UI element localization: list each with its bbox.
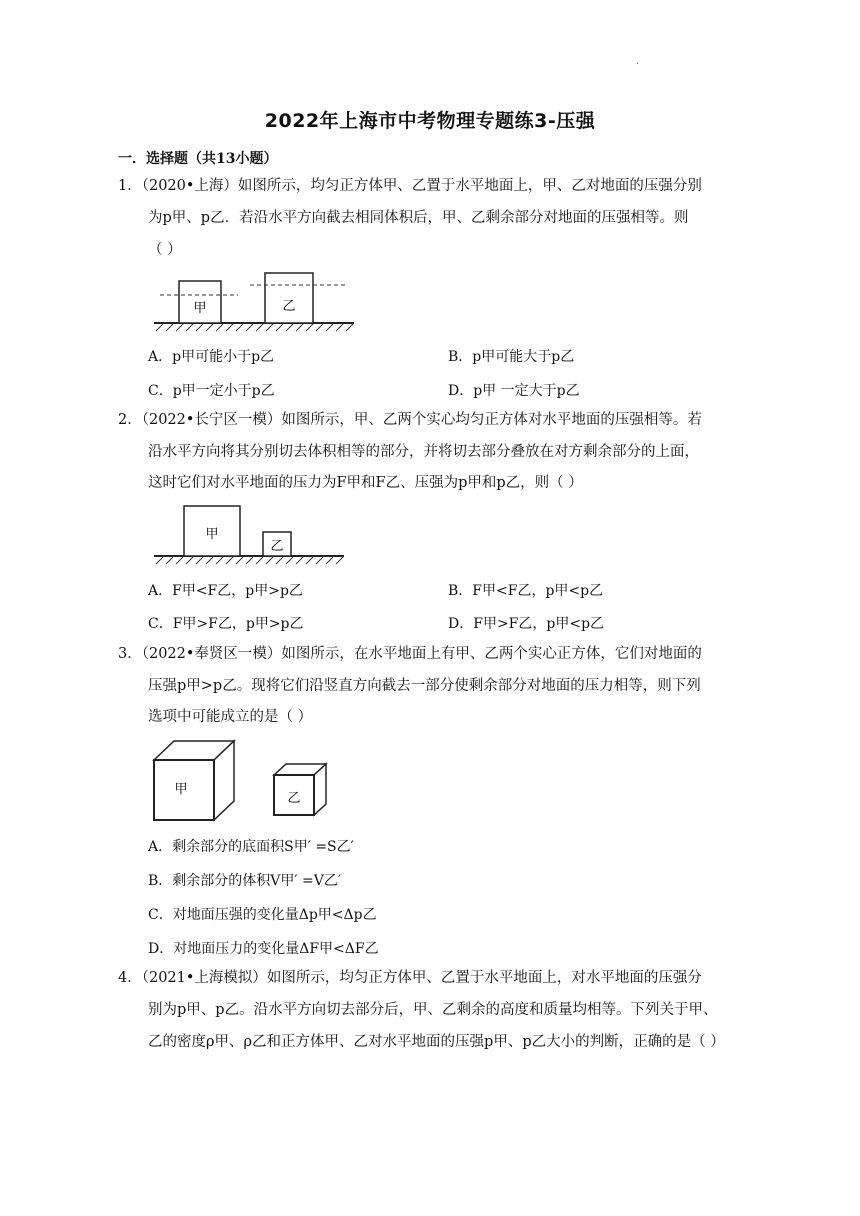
page-title: 2022年上海市中考物理专题练3-压强 (264, 110, 596, 132)
q1-line-2: 为p甲、p乙．若沿水平方向截去相同体积后，甲、乙剩余部分对地面的压强相等。则 (148, 210, 689, 226)
q4-line-1: 4．（2021•上海模拟）如图所示，均匀正方体甲、乙置于水平地面上，对水平地面的压强分 (118, 970, 702, 986)
q1-option-a[interactable]: A．p甲可能小于p乙 (148, 349, 275, 365)
q2-label-b: 乙 (270, 539, 284, 554)
q2-label-a: 甲 (205, 527, 219, 542)
q3-line-3: 选项中可能成立的是（ ） (148, 709, 313, 725)
q1-label-a: 甲 (193, 301, 207, 316)
q3-option-b[interactable]: B．剩余部分的体积V甲′ =V乙′ (148, 873, 342, 889)
q1-figure (150, 268, 360, 334)
q3-label-a: 甲 (174, 782, 188, 797)
q3-label-b: 乙 (287, 791, 301, 806)
q1-line-1: 1．（2020•上海）如图所示，均匀正方体甲、乙置于水平地面上，甲、乙对地面的压强分别 (118, 178, 702, 194)
q2-line-1: 2．（2022•长宁区一模）如图所示，甲、乙两个实心均匀正方体对水平地面的压强相等。若 (118, 412, 702, 428)
q1-option-b[interactable]: B．p甲可能大于p乙 (448, 349, 575, 365)
q3-line-1: 3．（2022•奉贤区一模）如图所示，在水平地面上有甲、乙两个实心正方体，它们对地面的 (118, 646, 702, 662)
q1-block-b (265, 273, 313, 323)
q2-option-b[interactable]: B．F甲<F乙，p甲<p乙 (448, 583, 604, 599)
q2-option-a[interactable]: A．F甲<F乙，p甲>p乙 (148, 583, 303, 599)
q1-option-c[interactable]: C．p甲一定小于p乙 (148, 383, 275, 399)
q3-option-d[interactable]: D．对地面压力的变化量ΔF甲<ΔF乙 (148, 941, 379, 957)
q2-line-3: 这时它们对水平地面的压力为F甲和F乙、压强为p甲和p乙，则（ ） (148, 475, 583, 491)
section-heading: 一．选择题（共13小题） (118, 151, 278, 167)
q3-figure (150, 738, 340, 826)
q1-label-b: 乙 (282, 299, 296, 314)
header-dot: . (636, 56, 640, 67)
q2-figure (150, 500, 350, 568)
q2-option-c[interactable]: C．F甲>F乙，p甲>p乙 (148, 616, 304, 632)
q4-line-2: 别为p甲、p乙。沿水平方向切去部分后，甲、乙剩余的高度和质量均相等。下列关于甲、 (148, 1002, 718, 1018)
q1-line-3: （ ） (148, 242, 182, 258)
q4-line-3: 乙的密度ρ甲、ρ乙和正方体甲、乙对水平地面的压强p甲、p乙大小的判断，正确的是（ ） (148, 1034, 725, 1050)
q1-option-d[interactable]: D．p甲 一定大于p乙 (448, 383, 580, 399)
q3-option-a[interactable]: A．剩余部分的底面积S甲′ =S乙′ (148, 839, 354, 855)
q3-option-c[interactable]: C．对地面压强的变化量Δp甲<Δp乙 (148, 907, 377, 923)
q3-line-2: 压强p甲>p乙。现将它们沿竖直方向截去一部分使剩余部分对地面的压力相等，则下列 (148, 678, 701, 694)
q2-line-2: 沿水平方向将其分别切去体积相等的部分，并将切去部分叠放在对方剩余部分的上面， (148, 444, 699, 460)
q2-option-d[interactable]: D．F甲>F乙，p甲<p乙 (448, 616, 605, 632)
